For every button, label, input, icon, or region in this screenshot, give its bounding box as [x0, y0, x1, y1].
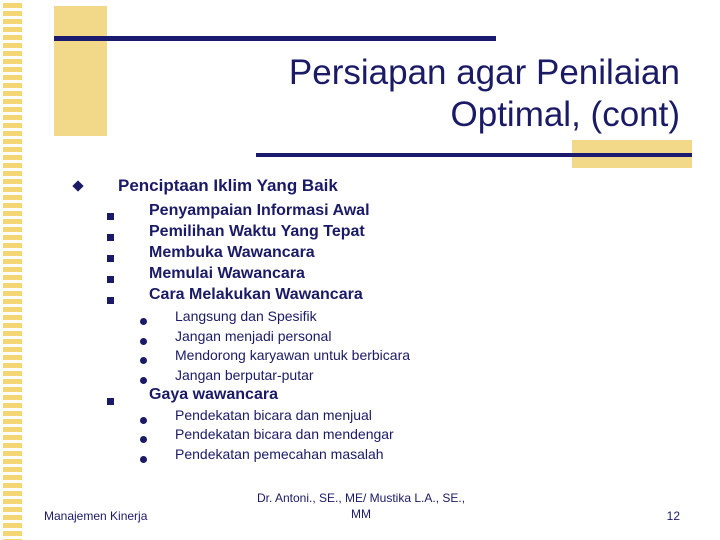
sub-list-item: Pendekatan bicara dan menjual	[175, 407, 372, 423]
sub-list-item: Mendorong karyawan untuk berbicara	[175, 347, 411, 363]
sub-list-item: Pendekatan bicara dan mendengar	[175, 426, 394, 442]
footer-course-name: Manajemen Kinerja	[44, 509, 148, 523]
list-item: Memulai Wawancara	[149, 265, 305, 282]
square-bullet-icon	[107, 213, 114, 220]
list-item: Gaya wawancara	[149, 386, 278, 403]
round-bullet-icon	[140, 357, 147, 364]
round-bullet-icon	[140, 417, 147, 424]
sub-list-item: Jangan berputar-putar	[175, 367, 314, 383]
decorative-bar-bottom	[256, 153, 692, 157]
square-bullet-icon	[107, 234, 114, 241]
title-line-2: Optimal, (cont)	[450, 95, 680, 134]
diamond-bullet-icon	[72, 180, 83, 191]
decorative-grid-strip	[0, 0, 24, 540]
round-bullet-icon	[140, 377, 147, 384]
title-line-1: Persiapan agar Penilaian	[288, 53, 680, 92]
footer-authors-line-2: MM	[351, 507, 371, 521]
sub-list-item: Langsung dan Spesifik	[175, 308, 317, 324]
heading-text: Penciptaan Iklim Yang Baik	[118, 176, 338, 195]
square-bullet-icon	[107, 255, 114, 262]
list-item: Penyampaian Informasi Awal	[149, 202, 370, 219]
round-bullet-icon	[140, 318, 147, 325]
slide-title	[120, 52, 680, 136]
footer-authors	[246, 490, 476, 522]
square-bullet-icon	[107, 297, 114, 304]
page-number: 12	[666, 509, 680, 523]
footer-authors-line-1: Dr. Antoni., SE., ME/ Mustika L.A., SE.,	[256, 491, 466, 505]
list-item: Cara Melakukan Wawancara	[149, 286, 363, 303]
round-bullet-icon	[140, 456, 147, 463]
list-item: Pemilihan Waktu Yang Tepat	[149, 223, 365, 240]
decorative-block-top	[54, 6, 107, 136]
square-bullet-icon	[107, 276, 114, 283]
decorative-bar-top	[54, 36, 496, 41]
round-bullet-icon	[140, 436, 147, 443]
sub-list-item: Jangan menjadi personal	[175, 328, 332, 344]
sub-list-item: Pendekatan pemecahan masalah	[175, 446, 384, 462]
list-item: Membuka Wawancara	[149, 244, 315, 261]
square-bullet-icon	[107, 398, 114, 405]
round-bullet-icon	[140, 338, 147, 345]
